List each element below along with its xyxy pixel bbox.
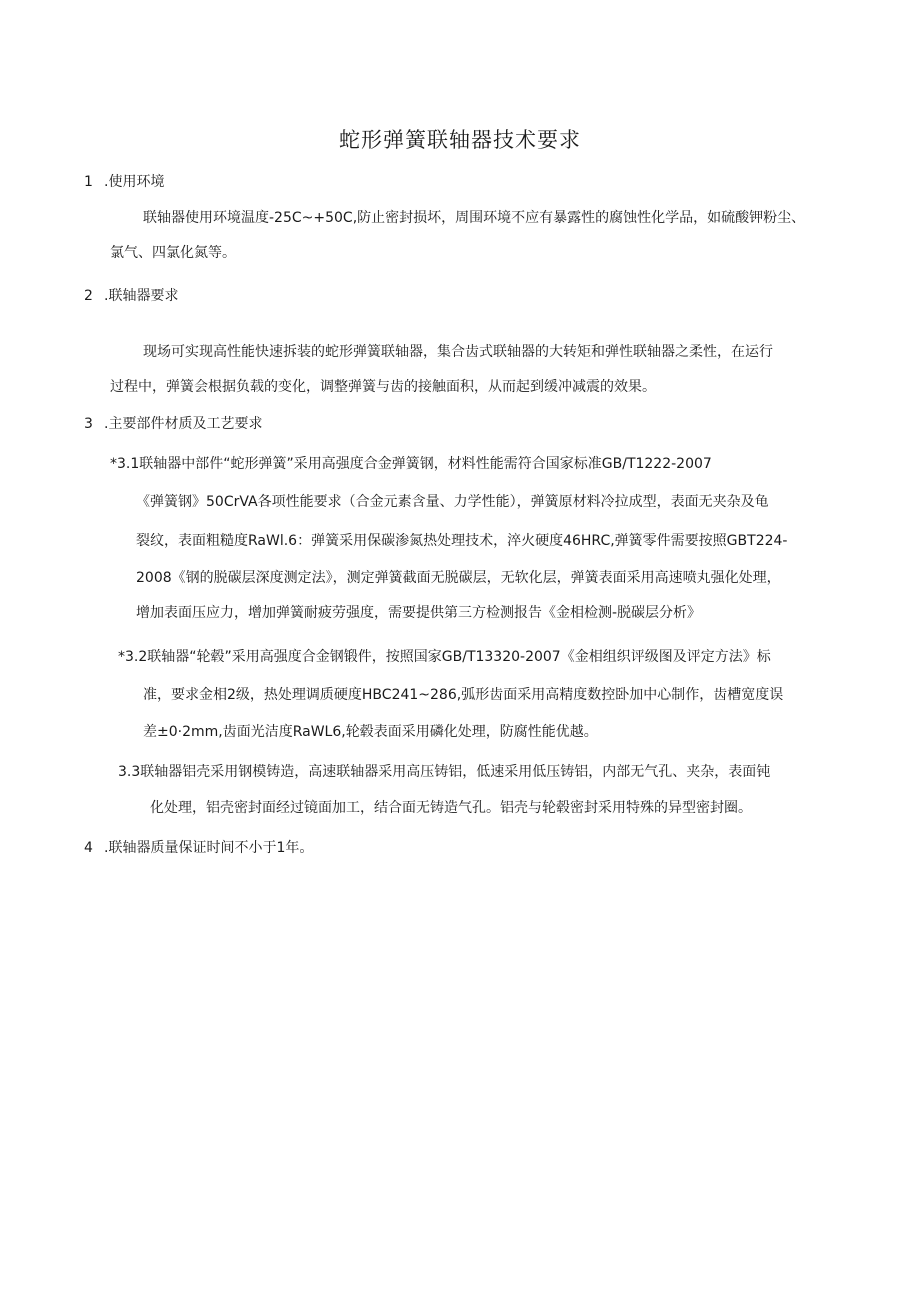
section-4-heading: [84, 839, 313, 857]
section-heading-text: .联轴器要求: [104, 288, 179, 304]
paragraph-line: 3.3联轴器铝壳采用钢模铸造，高速联轴器采用高压铸铝，低速采用低压铸铝，内部无气孔、夹杂，表面钝: [118, 764, 771, 780]
section-1-heading: [84, 173, 164, 191]
paragraph-line: 准，要求金相2级，热处理调质硬度HBC241~286,弧形齿面采用高精度数控卧加中心制作，齿槽宽度误: [143, 687, 784, 703]
paragraph-line: 2008《钢的脱碳层深度测定法》，测定弹簧截面无脱碳层，无软化层，弹簧表面采用高速喷丸强化处理，: [136, 570, 781, 586]
section-number: 3: [84, 416, 93, 432]
paragraph-line: 裂纹，表面粗糙度RaWl.6：弹簧采用保碳渗氮热处理技术，淬火硬度46HRC,弹簧零件需要按照GBT224-: [136, 533, 788, 549]
paragraph-line: 联轴器使用环境温度-25C~+50C,防止密封损坏，周围环境不应有暴露性的腐蚀性化学品，如硫酸钾粉尘、: [143, 210, 806, 226]
paragraph-line: 过程中，弹簧会根据负载的变化，调整弹簧与齿的接触面积，从而起到缓冲减震的效果。: [110, 379, 656, 395]
section-number: 1: [84, 174, 93, 190]
section-3-heading: [84, 415, 262, 433]
paragraph-line: 《弹簧钢》50CrVA各项性能要求（合金元素含量、力学性能），弹簧原材料冷拉成型，表面无夹杂及龟: [136, 494, 769, 510]
paragraph-line: *3.2联轴器“轮毂”采用高强度合金钢锻件，按照国家GB/T13320-2007《金相组织评级图及评定方法》标: [118, 649, 771, 665]
paragraph-line: *3.1联轴器中部件“蛇形弹簧”采用高强度合金弹簧钢，材料性能需符合国家标准GB/T1222-2007: [110, 456, 712, 472]
section-heading-text: .主要部件材质及工艺要求: [104, 416, 263, 432]
section-2-heading: [84, 287, 178, 305]
paragraph-line: 氯气、四氯化氮等。: [110, 245, 236, 261]
section-heading-text: .使用环境: [104, 174, 165, 190]
section-heading-text: .联轴器质量保证时间不小于1年。: [104, 840, 314, 856]
section-number: 4: [84, 840, 93, 856]
paragraph-line: 现场可实现高性能快速拆装的蛇形弹簧联轴器，集合齿式联轴器的大转矩和弹性联轴器之柔性，在运行: [143, 344, 773, 360]
paragraph-line: 增加表面压应力，增加弹簧耐疲劳强度，需要提供第三方检测报告《金相检测-脱碳层分析》: [136, 605, 702, 621]
paragraph-line: 差±0·2mm,齿面光洁度RaWL6,轮毂表面采用磷化处理，防腐性能优越。: [143, 724, 598, 740]
paragraph-line: 化处理，铝壳密封面经过镜面加工，结合面无铸造气孔。铝壳与轮毂密封采用特殊的异型密封圈。: [150, 800, 752, 816]
section-number: 2: [84, 288, 93, 304]
document-title: 蛇形弹簧联轴器技术要求: [339, 128, 581, 152]
